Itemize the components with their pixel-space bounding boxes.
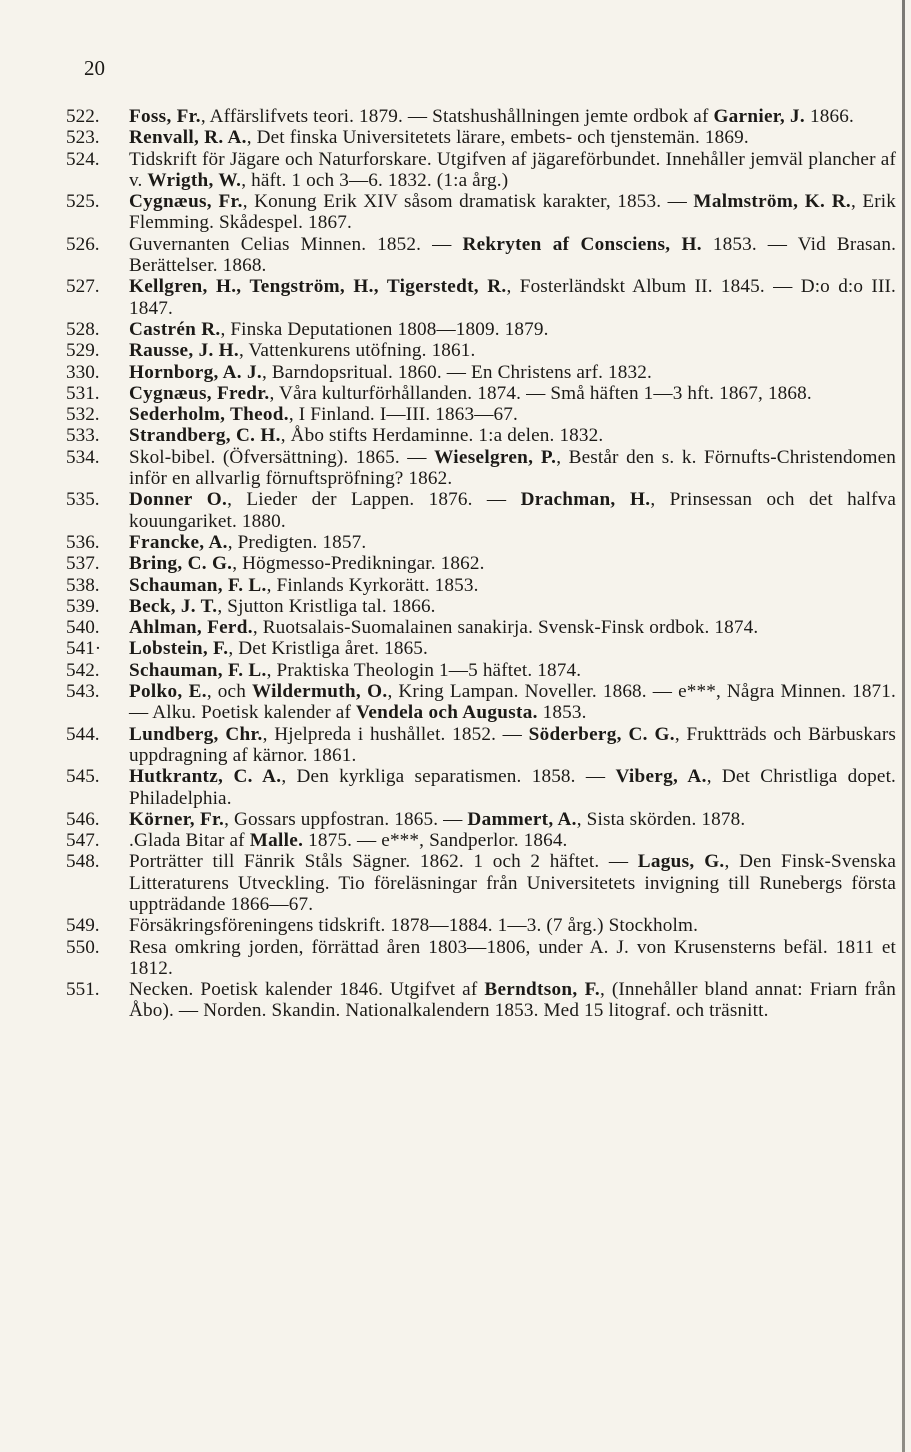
- entry-text-segment: , Praktiska Theologin 1—5 häftet. 1874.: [266, 659, 582, 681]
- entry-text-segment: , Finska Deputationen 1808—1809. 1879.: [220, 318, 549, 340]
- author-name: Kellgren, H., Tengström, H., Tigerstedt, R.: [129, 276, 507, 298]
- entry-number: 548.: [66, 851, 100, 873]
- author-name: Sederholm, Theod.: [129, 404, 289, 426]
- author-name: Cygnæus, Fredr.: [129, 382, 270, 404]
- entry-text: [129, 362, 896, 383]
- entry-text: [129, 340, 896, 361]
- entry-text: [129, 937, 896, 980]
- author-name: Renvall, R. A.: [129, 127, 247, 149]
- entry-text-segment: 1853.: [537, 702, 587, 724]
- entry-text-segment: , Fosterländskt Album II. 1845. — D:o d:o III. 1847.: [129, 276, 896, 319]
- catalog-entry: [66, 809, 896, 830]
- entry-text-segment: 1853. — Vid Brasan. Berättelser. 1868.: [129, 233, 897, 277]
- entry-text-segment: , Kring Lampan. Noveller. 1868. — e***, Några Minnen. 1871. — Alku. Poetisk kalender af: [129, 681, 896, 724]
- catalog-entry: [66, 617, 896, 638]
- entry-number: 525.: [66, 191, 100, 213]
- catalog-entry: [66, 127, 896, 148]
- entry-number: 527.: [66, 276, 100, 298]
- entry-number: 531.: [66, 382, 100, 404]
- catalog-entry: [66, 362, 896, 383]
- entry-text: [129, 191, 896, 234]
- catalog-entry: [66, 766, 896, 809]
- page-number: 20: [84, 56, 105, 80]
- entry-number: 550.: [66, 936, 100, 958]
- author-name: Berndtson, F.: [484, 979, 600, 1001]
- entry-text-segment: Guvernanten Celias Minnen. 1852. —: [129, 233, 463, 255]
- entry-text: [129, 979, 896, 1022]
- entry-text-segment: , Består den s. k. Förnufts-Christendomen inför en allvarlig förnuftspröfning? 1862.: [129, 446, 896, 490]
- entry-text-segment: , Åbo stifts Herdaminne. 1:a delen. 1832.: [280, 425, 604, 447]
- author-name: Lagus, G.: [637, 851, 725, 873]
- entry-text-segment: , Sjutton Kristliga tal. 1866.: [217, 595, 436, 617]
- entry-text-segment: 1866.: [805, 106, 854, 127]
- author-name: Bring, C. G.: [129, 553, 233, 575]
- entry-text-segment: , Hjelpreda i hushållet. 1852. —: [262, 723, 529, 745]
- catalog-entry: [66, 340, 896, 361]
- catalog-entry: [66, 106, 896, 127]
- catalog-entry: [66, 681, 896, 724]
- entry-text-segment: , Det Christliga dopet. Philadelphia.: [129, 766, 896, 809]
- catalog-entry: [66, 638, 896, 659]
- entry-number: 545.: [66, 766, 100, 788]
- entry-text-segment: , Det finska Universitetets lärare, embets- och tjenstemän. 1869.: [246, 127, 749, 149]
- entry-text-segment: , Den kyrkliga separatismen. 1858. —: [281, 766, 616, 788]
- entry-text-segment: , Den Finsk-Svenska Litteraturens Utveckling. Tio föreläsningar från Universitetets invigning till Runebergs första uppträdande 1866—67.: [129, 851, 897, 915]
- entry-text-segment: , Predigten. 1857.: [227, 531, 367, 553]
- entry-text: [129, 276, 896, 319]
- catalog-entry: [66, 915, 896, 936]
- entry-text: [129, 638, 896, 659]
- author-name: Hutkrantz, C. A.: [129, 766, 282, 788]
- catalog-entry: [66, 851, 896, 915]
- entry-text-segment: , häft. 1 och 3—6. 1832. (1:a årg.): [241, 169, 509, 191]
- entry-number: 536.: [66, 531, 100, 553]
- entry-text-segment: , Barndopsritual. 1860. — En Christens arf. 1832.: [261, 361, 652, 383]
- author-name: Malle.: [249, 830, 304, 852]
- author-name: Hornborg, A. J.: [129, 361, 262, 383]
- entry-number: 543.: [66, 681, 100, 703]
- catalog-entries: [66, 106, 896, 1022]
- entry-text-segment: , Prinsessan och det halfva kouungariket. 1880.: [129, 489, 897, 532]
- author-name: Rausse, J. H.: [129, 340, 239, 362]
- entry-number: 535.: [66, 489, 100, 511]
- catalog-entry: [66, 149, 896, 192]
- entry-number: 330.: [66, 361, 100, 383]
- entry-text-segment: , Ruotsalais-Suomalainen sanakirja. Svensk-Finsk ordbok. 1874.: [252, 617, 759, 639]
- author-name: Ahlman, Ferd.: [129, 617, 253, 639]
- entry-text-segment: , Fruktträds och Bärbuskars uppdragning af kärnor. 1861.: [129, 723, 896, 766]
- catalog-entry: [66, 575, 896, 596]
- entry-number: 547.: [66, 830, 100, 852]
- entry-text: [129, 383, 896, 404]
- entry-text: [129, 106, 896, 127]
- entry-text: [129, 915, 896, 936]
- entry-number: 526.: [66, 233, 100, 255]
- author-name: Vendela och Augusta.: [355, 702, 538, 724]
- entry-text: [129, 830, 896, 851]
- catalog-entry: [66, 532, 896, 553]
- catalog-entry: [66, 425, 896, 446]
- entry-text: [129, 425, 896, 446]
- author-name: Malmström, K. R.: [693, 191, 851, 213]
- catalog-entry: [66, 234, 896, 277]
- entry-number: 541·: [66, 638, 102, 660]
- entry-text: [129, 149, 896, 192]
- entry-text: [129, 404, 896, 425]
- entry-text-segment: Porträtter till Fänrik Ståls Sägner. 1862. 1 och 2 häftet. —: [129, 851, 638, 873]
- entry-text-segment: , Erik Flemming. Skådespel. 1867.: [129, 191, 896, 234]
- entry-text-segment: , Gossars uppfostran. 1865. —: [224, 808, 468, 830]
- entry-text-segment: , Sista skörden. 1878.: [576, 808, 746, 830]
- author-name: Söderberg, C. G.: [528, 723, 675, 745]
- author-name: Foss, Fr.: [129, 106, 201, 127]
- entry-number: 538.: [66, 574, 100, 596]
- entry-text-segment: , Våra kulturförhållanden. 1874. — Små häften 1—3 hft. 1867, 1868.: [269, 382, 812, 404]
- entry-text-segment: Resa omkring jorden, förrättad åren 1803—1806, under A. J. von Krusensterns befäl. 1811 et 1812.: [129, 936, 896, 979]
- entry-text: [129, 681, 896, 724]
- entry-number: 524.: [66, 148, 100, 170]
- entry-text: [129, 724, 896, 767]
- entry-text-segment: , Högmesso-Predikningar. 1862.: [232, 553, 485, 575]
- entry-number: 544.: [66, 723, 100, 745]
- author-name: Schauman, F. L.: [129, 574, 267, 596]
- entry-text: [129, 660, 896, 681]
- author-name: Garnier, J.: [713, 106, 806, 127]
- entry-text-segment: Försäkringsföreningens tidskrift. 1878—1884. 1—3. (7 årg.) Stockholm.: [129, 915, 699, 937]
- author-name: Donner O.: [129, 489, 228, 511]
- catalog-entry: [66, 319, 896, 340]
- catalog-entry: [66, 724, 896, 767]
- entry-number: 540.: [66, 617, 100, 639]
- entry-number: 546.: [66, 808, 100, 830]
- entry-text-segment: 1875. — e***, Sandperlor. 1864.: [303, 830, 568, 852]
- entry-number: 533.: [66, 425, 100, 447]
- entry-text: [129, 447, 896, 490]
- entry-text: [129, 553, 896, 574]
- entry-number: 551.: [66, 979, 100, 1001]
- author-name: Lobstein, F.: [129, 638, 229, 660]
- entry-text-segment: , Lieder der Lappen. 1876. —: [227, 489, 521, 511]
- entry-text: [129, 809, 896, 830]
- catalog-entry: [66, 830, 896, 851]
- entry-number: 528.: [66, 318, 100, 340]
- entry-text-segment: Skol-bibel. (Öfversättning). 1865. —: [129, 446, 435, 468]
- entry-number: 542.: [66, 659, 100, 681]
- author-name: Wrigth, W.: [147, 169, 242, 191]
- entry-text-segment: , och: [206, 681, 252, 703]
- entry-number: 534.: [66, 446, 100, 468]
- entry-text-segment: , Finlands Kyrkorätt. 1853.: [266, 574, 479, 596]
- entry-text-segment: , Det Kristliga året. 1865.: [228, 638, 428, 660]
- entry-text-segment: , Konung Erik XIV såsom dramatisk karakter, 1853. —: [242, 191, 694, 213]
- author-name: Rekryten af Consciens, H.: [462, 233, 702, 255]
- author-name: Cygnæus, Fr.: [129, 191, 243, 213]
- author-name: Drachman, H.: [520, 489, 651, 511]
- author-name: Schauman, F. L.: [129, 659, 267, 681]
- catalog-entry: [66, 660, 896, 681]
- entry-text: [129, 319, 896, 340]
- author-name: Lundberg, Chr.: [129, 723, 263, 745]
- author-name: Körner, Fr.: [129, 808, 225, 830]
- catalog-entry: [66, 276, 896, 319]
- entry-text: [129, 234, 896, 277]
- author-name: Castrén R.: [129, 318, 221, 340]
- entry-text-segment: , Vattenkurens utöfning. 1861.: [238, 340, 476, 362]
- entry-text-segment: , Affärslifvets teori. 1879. — Statshushållningen jemte ordbok af: [200, 106, 714, 127]
- entry-text: [129, 532, 896, 553]
- entry-number: 539.: [66, 595, 100, 617]
- author-name: Dammert, A.: [467, 808, 577, 830]
- entry-text: [129, 617, 896, 638]
- catalog-entry: [66, 404, 896, 425]
- entry-text: [129, 575, 896, 596]
- page-edge-shadow: [902, 0, 905, 1452]
- entry-text: [129, 851, 896, 915]
- catalog-entry: [66, 979, 896, 1022]
- author-name: Wieselgren, P.: [434, 446, 557, 468]
- catalog-entry: [66, 937, 896, 980]
- catalog-entry: [66, 191, 896, 234]
- entry-text-segment: .Glada Bitar af: [129, 830, 250, 852]
- catalog-entry: [66, 596, 896, 617]
- entry-number: 529.: [66, 340, 100, 362]
- entry-number: 537.: [66, 553, 100, 575]
- author-name: Francke, A.: [129, 531, 228, 553]
- author-name: Beck, J. T.: [129, 595, 218, 617]
- catalog-entry: [66, 383, 896, 404]
- entry-number: 522.: [66, 106, 100, 127]
- catalog-entry: [66, 489, 896, 532]
- author-name: Polko, E.: [129, 681, 207, 703]
- entry-text: [129, 596, 896, 617]
- catalog-entry: [66, 553, 896, 574]
- entry-number: 532.: [66, 404, 100, 426]
- entry-text-segment: , (Innehåller bland annat: Friarn från Åbo). — Norden. Skandin. Nationalkalendern 1853. Med 15 litograf. och träsnitt.: [129, 979, 897, 1022]
- entry-text: [129, 489, 896, 532]
- entry-text: [129, 766, 896, 809]
- entry-number: 523.: [66, 127, 100, 149]
- catalog-entry: [66, 447, 896, 490]
- author-name: Wildermuth, O.: [251, 681, 388, 703]
- entry-number: 549.: [66, 915, 100, 937]
- entry-text-segment: , I Finland. I—III. 1863—67.: [288, 404, 518, 426]
- entry-text-segment: Necken. Poetisk kalender 1846. Utgifvet af: [129, 979, 485, 1001]
- entry-text: [129, 127, 896, 148]
- author-name: Strandberg, C. H.: [129, 425, 281, 447]
- author-name: Viberg, A.: [615, 766, 707, 788]
- entry-text-segment: Tidskrift för Jägare och Naturforskare. Utgifven af jägareförbundet. Innehåller jemväl plancher af v.: [129, 148, 896, 191]
